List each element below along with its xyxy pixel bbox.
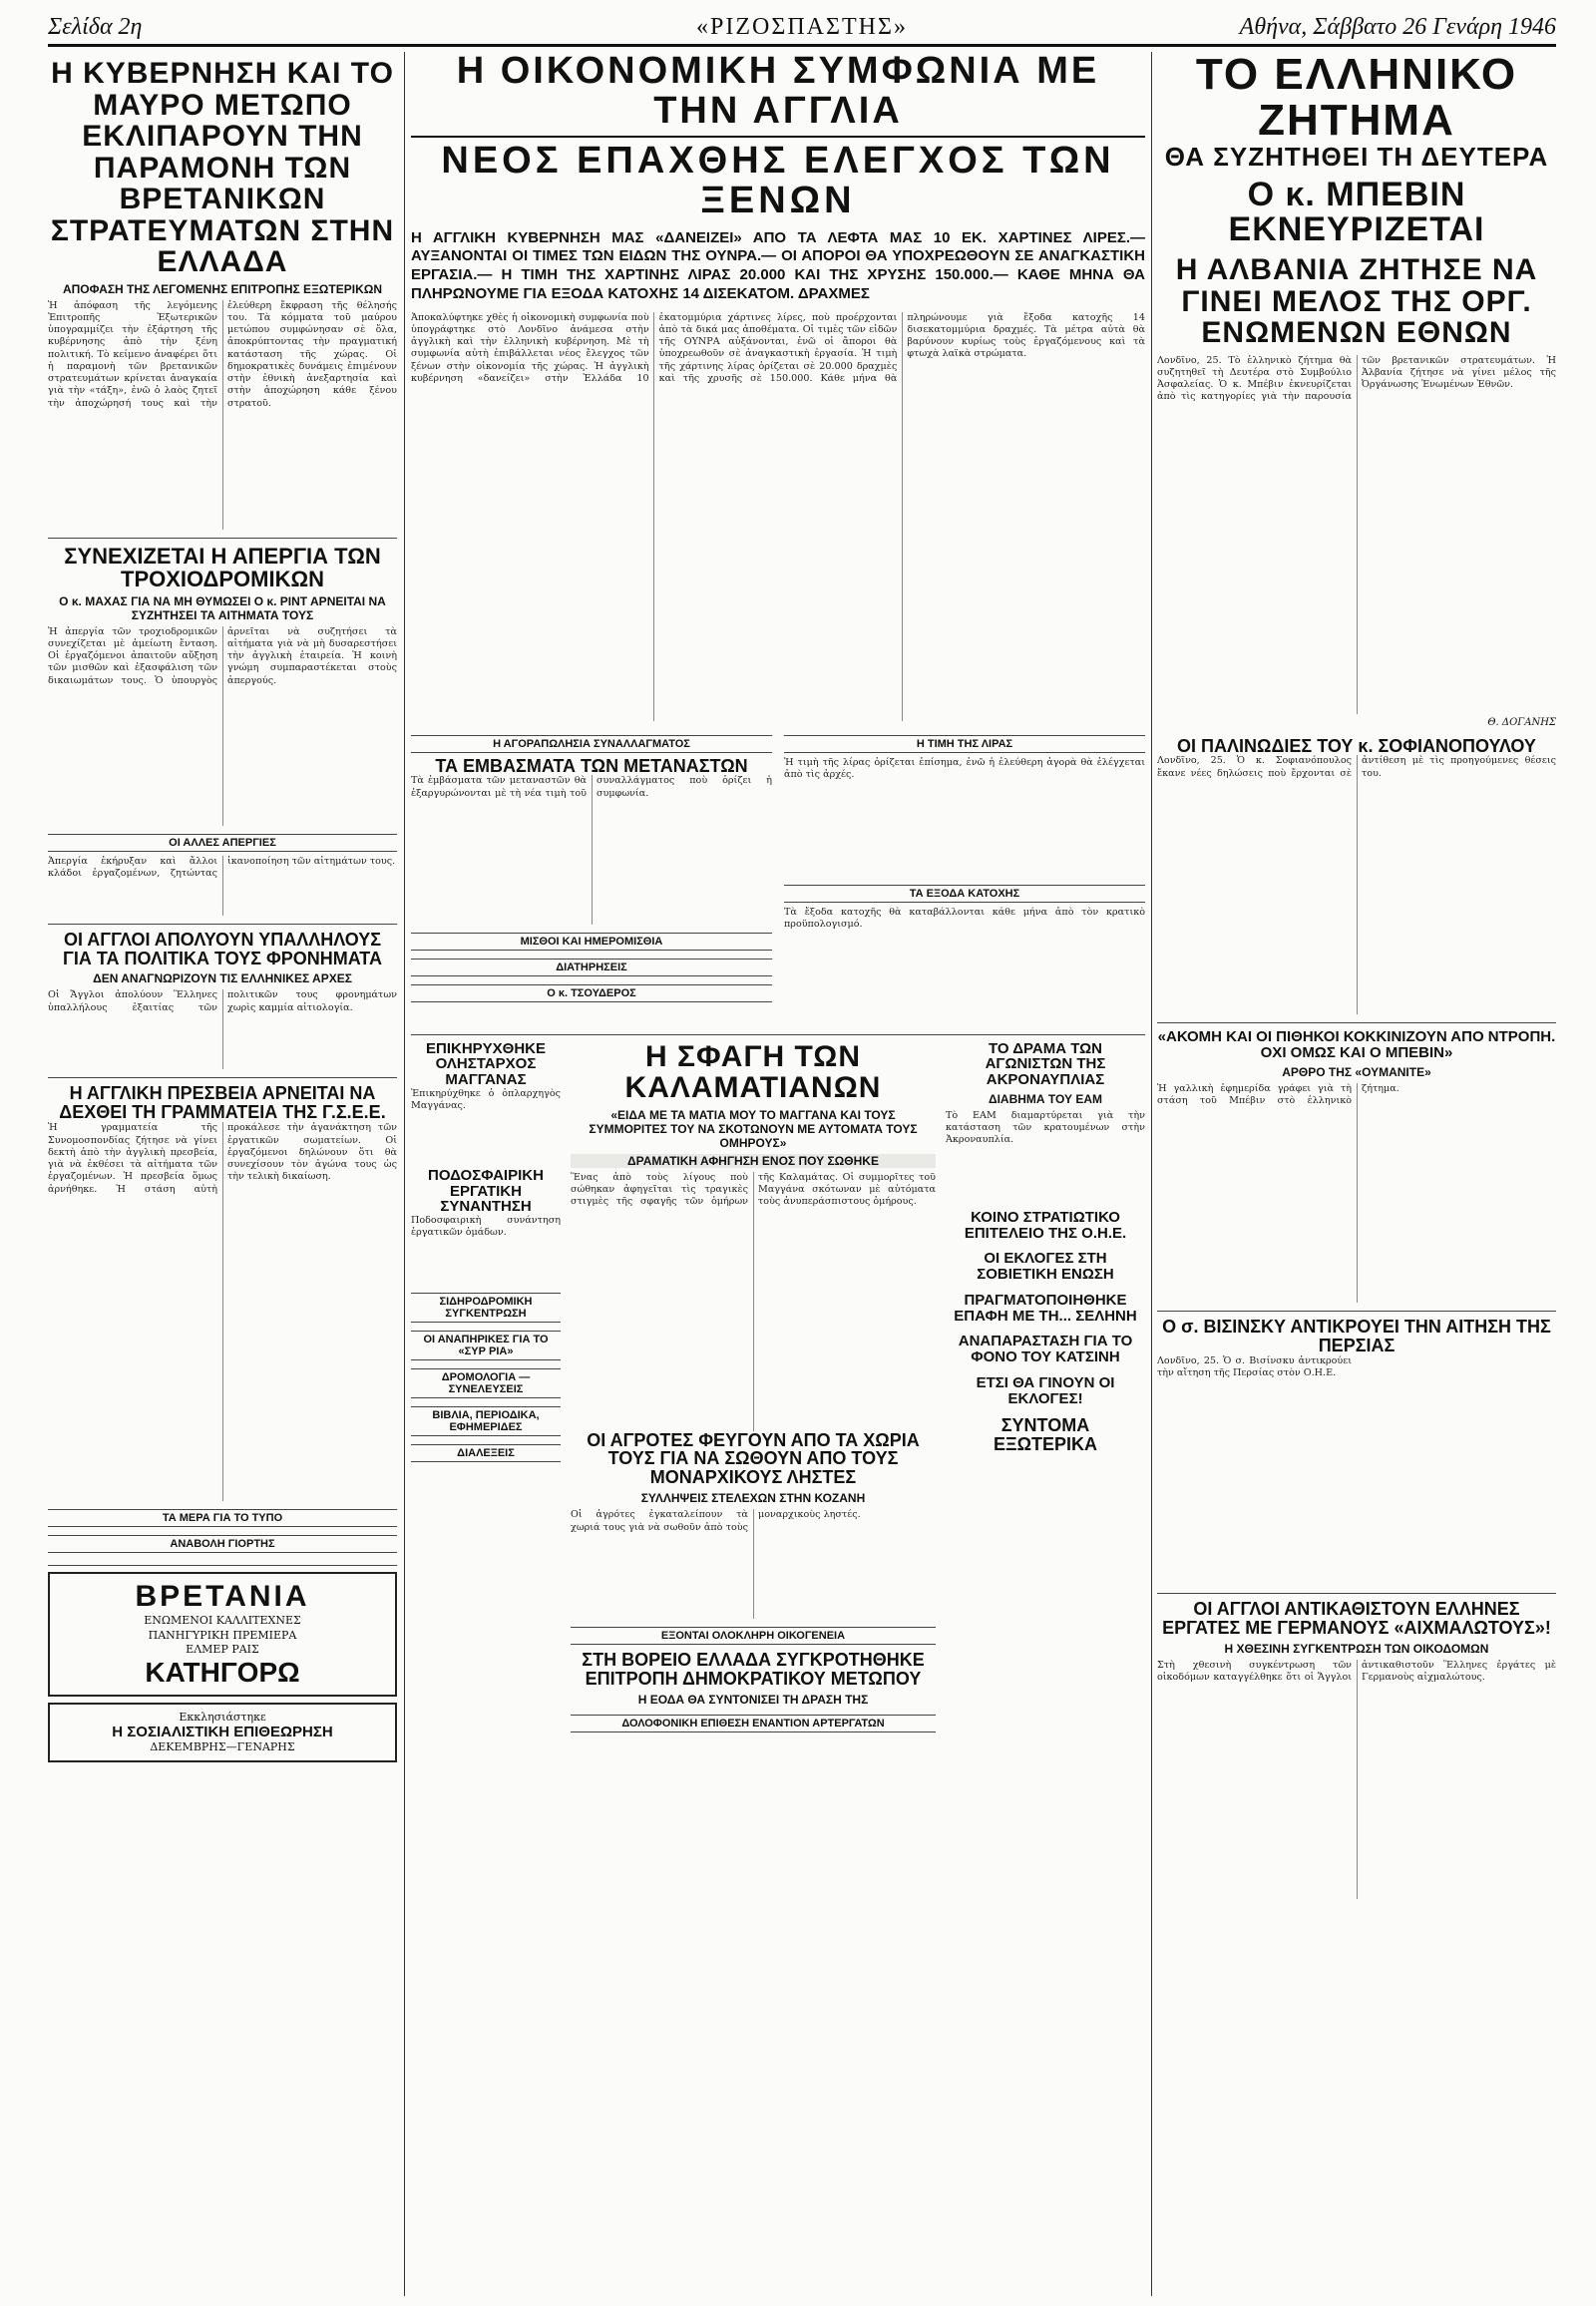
article-body: Ἡ ἀπόφαση τῆς λεγόμενης Ἐπιτροπῆς Ἐξωτερικῶν ὑπογραμμίζει τὴν ἐξάρτηση τῆς κυβέρνησης ἀπὸ τὴν ξένη πολιτική. Τὸ κείμενο ἀναφέρει ὅτι ἡ παραμονὴ τῶν βρετανικῶν στρατευμάτων κρίνεται ἀναγκαία γιὰ τὴν «τάξη», ἐνῶ ὁ λαὸς ζητεῖ τὴν ἀποχώρησή τους καὶ τὴν ἐλεύθερη ἔκφραση τῆς θέλησής του. Τὰ κόμματα τοῦ μαύρου μετώπου συμφώνησαν σὲ ὅλα, ἀποκρύπτοντας τὴν πραγματική κατάσταση τῆς χώρας. Οἱ δημοκρατικὲς δυνάμεις ἐπιμένουν στὴν ἐθνικὴ ἀνεξαρτησία καὶ στὴν ἀποχώρηση κάθε ξένου στρατοῦ. [48, 299, 397, 409]
subheadline: ΑΡΘΡΟ ΤΗΣ «ΟΥΜΑΝΙΤΕ» [1282, 1064, 1431, 1079]
subheadline: Η ΕΟΔΑ ΘΑ ΣΥΝΤΟΝΙΣΕΙ ΤΗ ΔΡΑΣΗ ΤΗΣ [637, 1693, 869, 1708]
article-body: Ἀποκαλύφτηκε χθὲς ἡ οἰκονομικὴ συμφωνία ποὺ ὑπογράφτηκε στὸ Λονδῖνο ἀνάμεσα στὴν ἀγγλικὴ καὶ τὴν ἑλληνικὴ κυβέρνηση. Μὲ τὴ συμφωνία αὐτὴ ἐπιβάλλεται νέος ἔλεγχος τῶν ξένων στὴν οἰκονομία τῆς χώρας. Ἡ ἀγγλικὴ κυβέρνηση «δανείζει» στὴν Ἑλλάδα 10 ἑκατομμύρια χάρτινες λίρες, ποὺ προέρχονται ἀπὸ τὰ δικά μας ἀποθέματα. Οἱ τιμὲς τῶν εἰδῶν τῆς ΟΥΝΡΑ αὐξάνονται, ἐνῶ οἱ ἄποροι θὰ ὑποχρεωθοῦν σὲ ἀναγκαστικὴ ἐργασία. Ἡ τιμὴ τῆς χάρτινης λίρας ὁρίζεται σὲ 20.000 δραχμὲς καὶ τῆς χρυσῆς σὲ 150.000. Κάθε μήνα θὰ πληρώνουμε γιὰ ἔξοδα κατοχῆς 14 δισεκατομμύρια δραχμές. Τὰ μέτρα αὐτὰ θὰ βαρύνουν κυρίως τοὺς ἐργαζόμενους καὶ τὰ φτωχὰ λαϊκὰ στρώματα. [411, 311, 1145, 384]
subsection-heading: ΤΑ ΕΞΟΔΑ ΚΑΤΟΧΗΣ [784, 885, 1145, 903]
newspaper-title: «ΡΙΖΟΣΠΑΣΤΗΣ» [696, 14, 908, 40]
banner-headline-2: ΝΕΟΣ ΕΠΑΧΘΗΣ ΕΛΕΓΧΟΣ ΤΩΝ ΞΕΝΩΝ [441, 139, 1115, 221]
article-body: Τὸ ΕΑΜ διαμαρτύρεται γιὰ τὴν κατάσταση τῶν κρατουμένων στὴν Ἀκροναυπλία. [946, 1109, 1145, 1146]
article-embassy [48, 1078, 397, 1566]
subheadline: ΔΡΑΜΑΤΙΚΗ ΑΦΗΓΗΣΗ ΕΝΟΣ ΠΟΥ ΣΩΘΗΚΕ [571, 1154, 936, 1168]
ad-line: Εκκλησιάστηκε [179, 1711, 266, 1725]
article-body: Ἀπεργία ἐκήρυξαν καὶ ἄλλοι κλάδοι ἐργαζομένων, ζητώντας ἱκανοποίηση τῶν αἰτημάτων τους. [48, 855, 396, 879]
headline: ΤΟ ΔΡΑΜΑ ΤΩΝ ΑΓΩΝΙΣΤΩΝ ΤΗΣ ΑΚΡΟΝΑΥΠΛΙΑΣ [985, 1039, 1106, 1089]
headline: ΣΥΝΕΧΙΖΕΤΑΙ Η ΑΠΕΡΓΙΑ ΤΩΝ ΤΡΟΧΙΟΔΡΟΜΙΚΩΝ [64, 543, 381, 591]
subheadline: Η ΧΘΕΣΙΝΗ ΣΥΓΚΕΝΤΡΩΣΗ ΤΩΝ ΟΙΚΟΔΟΜΩΝ [1224, 1641, 1489, 1656]
headline: ΟΙ ΑΓΓΛΟΙ ΑΠΟΛΥΟΥΝ ΥΠΑΛΛΗΛΟΥΣ ΓΙΑ ΤΑ ΠΟΛΙΤΙΚΑ ΤΟΥΣ ΦΡΟΝΗΜΑΤΑ [63, 929, 382, 968]
headline: Ο σ. ΒΙΣΙΝΣΚΥ ΑΝΤΙΚΡΟΥΕΙ ΤΗΝ ΑΙΤΗΣΗ ΤΗΣ ΠΕΡΣΙΑΣ [1162, 1316, 1551, 1355]
headline: ΤΑ ΕΜΒΑΣΜΑΤΑ ΤΩΝ ΜΕΤΑΝΑΣΤΩΝ [435, 755, 748, 776]
headline: «ΑΚΟΜΗ ΚΑΙ ΟΙ ΠΙΘΗΚΟΙ ΚΟΚΚΙΝΙΖΟΥΝ ΑΠΟ ΝΤΡΟΠΗ. ΟΧΙ ΟΜΩΣ ΚΑΙ Ο ΜΠΕΒΙΝ» [1157, 1028, 1556, 1062]
center-columns [411, 52, 1145, 2296]
article-body: Τὰ ἐμβάσματα τῶν μεταναστῶν θὰ ἐξαργυρώνονται μὲ τὴ νέα τιμὴ τοῦ συναλλάγματος ποὺ ὁρίζει ἡ συμφωνία. [411, 775, 772, 799]
subsection-heading: ΟΙ ΑΛΛΕΣ ΑΠΕΡΓΙΕΣ [48, 834, 397, 852]
banner-headline: Η ΟΙΚΟΝΟΜΙΚΗ ΣΥΜΦΩΝΙΑ ΜΕ ΤΗΝ ΑΓΓΛΙΑ [411, 52, 1145, 138]
subsection-heading: ΔΙΑΤΗΡΗΣΕΙΣ [411, 959, 772, 976]
article-body: Ἐπικηρύχθηκε ὁ ὁπλαρχηγὸς Μαγγάνας. [411, 1087, 561, 1112]
subheadline: ΔΙΑΒΗΜΑ ΤΟΥ ΕΑΜ [988, 1091, 1103, 1106]
subsection-heading: ΣΙΔΗΡΟΔΡΟΜΙΚΗ ΣΥΓΚΕΝΤΡΩΣΗ [411, 1293, 561, 1323]
subsection-heading: ΟΙ ΑΝΑΠΗΡΙΚΕΣ ΓΙΑ ΤΟ «ΣΥΡ ΡΙΑ» [411, 1331, 561, 1360]
article-british-troops [48, 52, 397, 539]
subsection-heading: Η ΤΙΜΗ ΤΗΣ ΛΙΡΑΣ [784, 735, 1145, 753]
article-kalamata [571, 1041, 936, 1736]
cinema-name: ΒΡΕΤΑΝΙΑ [135, 1580, 310, 1614]
article-sofianopoulos [1157, 731, 1556, 1024]
cinema-advertisement [48, 1572, 397, 1697]
subheadline: ΔΕΝ ΑΝΑΓΝΩΡΙΖΟΥΝ ΤΙΣ ΕΛΛΗΝΙΚΕΣ ΑΡΧΕΣ [93, 971, 352, 986]
article-tram-strike [48, 539, 397, 925]
byline: Θ. ΔΟΓΑΝΗΣ [1487, 716, 1556, 728]
page-number: Σελίδα 2η [48, 14, 143, 40]
headline: ΟΙ ΠΑΛΙΝΩΔΙΕΣ ΤΟΥ κ. ΣΟΦΙΑΝΟΠΟΥΛΟΥ [1177, 735, 1536, 756]
article-exchange [411, 727, 772, 1026]
film-title: ΚΑΤΗΓΟΡΩ [145, 1657, 300, 1689]
ad-line: ΕΝΩΜΕΝΟΙ ΚΑΛΛΙΤΕΧΝΕΣ [144, 1614, 301, 1628]
narrow-column [411, 1041, 561, 1736]
article-body: Ἡ γραμματεία τῆς Συνομοσπονδίας ζήτησε νὰ γίνει δεκτὴ ἀπὸ τὴν ἀγγλικὴ πρεσβεία, γιὰ νὰ ἐκθέσει τὰ αἰτήματα τῶν ἐργαζομένων. Ἡ πρεσβεία ὅμως ἀρνήθηκε. Ἡ στάση αὐτὴ προκάλεσε τὴν ἀγανάκτηση τῶν ἐργατικῶν σωματείων. Οἱ ἐργαζόμενοι δηλώνουν ὅτι θὰ συνεχίσουν τὸν ἀγώνα τους ὡς τὴν τελικὴ δικαίωση. [48, 1122, 397, 1195]
narrow-column-right [946, 1041, 1145, 1736]
article-body: Τὰ ἔξοδα κατοχῆς θὰ καταβάλλονται κάθε μήνα ἀπὸ τὸν κρατικὸ προϋπολογισμό. [784, 906, 1145, 930]
ad-line: ΠΑΝΗΓΥΡΙΚΗ ΠΡΕΜΙΕΡΑ [148, 1628, 297, 1642]
headline: ΟΙ ΑΓΓΛΟΙ ΑΝΤΙΚΑΘΙΣΤΟΥΝ ΕΛΛΗΝΕΣ ΕΡΓΑΤΕΣ ΜΕ ΓΕΡΜΑΝΟΥΣ «ΑΙΧΜΑΛΩΤΟΥΣ»! [1162, 1598, 1551, 1638]
column-rule [404, 52, 405, 2296]
masthead [48, 10, 1556, 47]
subheadline: ΣΥΛΛΗΨΕΙΣ ΣΤΕΛΕΧΩΝ ΣΤΗΝ ΚΟΖΑΝΗ [640, 1491, 866, 1506]
headline: ΟΙ ΕΚΛΟΓΕΣ ΣΤΗ ΣΟΒΙΕΤΙΚΗ ΕΝΩΣΗ [977, 1250, 1114, 1284]
subsection-heading: ΔΙΑΛΕΞΕΙΣ [411, 1444, 561, 1462]
article-body: Οἱ Ἄγγλοι ἀπολύουν Ἕλληνες ὑπαλλήλους ἐξαιτίας τῶν πολιτικῶν τους φρονημάτων χωρὶς καμμία αἰτιολογία. [48, 989, 397, 1013]
headline: Ο κ. ΜΠΕΒΙΝ ΕΚΝΕΥΡΙΖΕΤΑΙ [1228, 175, 1485, 249]
lead-summary: Η ΑΓΓΛΙΚΗ ΚΥΒΕΡΝΗΣΗ ΜΑΣ «ΔΑΝΕΙΖΕΙ» ΑΠΟ ΤΑ ΛΕΦΤΑ ΜΑΣ 10 ΕΚ. ΧΑΡΤΙΝΕΣ ΛΙΡΕΣ.— ΑΥΞΑΝΟΝΤΑΙ ΟΙ ΤΙΜΕΣ ΤΩΝ ΕΙΔΩΝ ΤΗΣ ΟΥΝΡΑ.— ΟΙ ΑΠΟΡΟΙ ΘΑ ΥΠΟΧΡΕΩΘΟΥΝ ΣΕ ΑΝΑΓΚΑΣΤΙΚΗ ΕΡΓΑΣΙΑ.— Η ΤΙΜΗ ΤΗΣ ΧΑΡΤΙΝΗΣ ΛΙΡΑΣ 20.000 ΚΑΙ ΤΗΣ ΧΡΥΣΗΣ 150.000.— ΚΑΘΕ ΜΗΝΑ ΘΑ ΠΛΗΡΩΝΟΥΜΕ ΓΙΑ ΕΞΟΔΑ ΚΑΤΟΧΗΣ 14 ΔΙΣΕΚΑΤΟΜ. ΔΡΑΧΜΕΣ [411, 228, 1145, 302]
headline: ΕΤΣΙ ΘΑ ΓΙΝΟΥΝ ΟΙ ΕΚΛΟΓΕΣ! [976, 1373, 1115, 1407]
article-vyshinsky [1157, 1312, 1556, 1594]
right-column [1157, 52, 1556, 2296]
headline: Η ΣΦΑΓΗ ΤΩΝ ΚΑΛΑΜΑΤΙΑΝΩΝ [624, 1039, 882, 1105]
article-body: Ἡ ἀπεργία τῶν τροχιοδρομικῶν συνεχίζεται μὲ ἀμείωτη ἔνταση. Οἱ ἐργαζόμενοι ἀπαιτοῦν αὔξηση τῶν μισθῶν καὶ ἐξασφάλιση τῶν δικαιωμάτων τους. Ὁ ὑπουργὸς ἀρνεῖται νὰ συζητήσει τὰ αἰτήματα γιὰ νὰ μὴ δυσαρεστήσει τὴν ἀγγλικὴ ἑταιρεία. Ἡ κοινὴ γνώμη συμπαραστέκεται στοὺς ἀπεργούς. [48, 625, 397, 686]
article-german-prisoners [1157, 1594, 1556, 1907]
subsection-heading: Ο κ. ΤΣΟΥΔΕΡΟΣ [411, 984, 772, 1002]
headline: ΕΠΙΚΗΡΥΧΘΗΚΕ ΟΛΗΣΤΑΡΧΟΣ ΜΑΓΓΑΝΑΣ [425, 1039, 547, 1089]
headline: Η ΚΥΒΕΡΝΗΣΗ ΚΑΙ ΤΟ ΜΑΥΡΟ ΜΕΤΩΠΟ ΕΚΛΙΠΑΡΟΥΝ ΤΗΝ ΠΑΡΑΜΟΝΗ ΤΩΝ ΒΡΕΤΑΝΙΚΩΝ ΣΤΡΑΤΕΥΜΑΤΩΝ ΣΤΗΝ ΕΛΛΑΔΑ [50, 57, 395, 278]
article-body: Στὴ χθεσινὴ συγκέντρωση τῶν οἰκοδόμων καταγγέλθηκε ὅτι οἱ Ἄγγλοι ἀντικαθιστοῦν Ἕλληνες ἐργάτες μὲ Γερμανοὺς αἰχμαλώτους. [1157, 1659, 1556, 1683]
article-body: Οἱ ἀγρότες ἐγκαταλείπουν τὰ χωριά τους γιὰ νὰ σωθοῦν ἀπὸ τοὺς μοναρχικοὺς ληστές. [571, 1509, 861, 1533]
subheadline: «ΕΙΔΑ ΜΕ ΤΑ ΜΑΤΙΑ ΜΟΥ ΤΟ ΜΑΓΓΑΝΑ ΚΑΙ ΤΟΥΣ ΣΥΜΜΟΡΙΤΕΣ ΤΟΥ ΝΑ ΣΚΟΤΩΝΟΥΝ ΜΕ ΑΥΤΟΜΑΤΑ ΤΟΥΣ ΟΜΗΡΟΥΣ» [589, 1107, 918, 1150]
subsection-heading: ΑΝΑΒΟΛΗ ΓΙΟΡΤΗΣ [48, 1535, 397, 1553]
subheadline: ΑΠΟΦΑΣΗ ΤΗΣ ΛΕΓΟΜΕΝΗΣ ΕΠΙΤΡΟΠΗΣ ΕΞΩΤΕΡΙΚΩΝ [62, 281, 383, 296]
magazine-title: Η ΣΟΣΙΑΛΙΣΤΙΚΗ ΕΠΙΘΕΩΡΗΣΗ [112, 1724, 333, 1741]
lower-row [411, 1034, 1145, 1736]
headline: ΚΟΙΝΟ ΣΤΡΑΤΙΩΤΙΚΟ ΕΠΙΤΕΛΕΙΟ ΤΗΣ Ο.Η.Ε. [964, 1208, 1127, 1242]
headline: ΟΙ ΑΓΡΟΤΕΣ ΦΕΥΓΟΥΝ ΑΠΟ ΤΑ ΧΩΡΙΑ ΤΟΥΣ ΓΙΑ ΝΑ ΣΩΘΟΥΝ ΑΠΟ ΤΟΥΣ ΜΟΝΑΡΧΙΚΟΥΣ ΛΗΣΤΕΣ [587, 1429, 920, 1488]
headline: ΘΑ ΣΥΖΗΤΗΘΕΙ ΤΗ ΔΕΥΤΕΡΑ [1164, 142, 1549, 173]
subheadline: Ο κ. ΜΑΧΑΣ ΓΙΑ ΝΑ ΜΗ ΘΥΜΩΣΕΙ Ο κ. ΡΙΝΤ ΑΡΝΕΙΤΑΙ ΝΑ ΣΥΖΗΤΗΣΕΙ ΤΑ ΑΙΤΗΜΑΤΑ ΤΟΥΣ [59, 593, 386, 622]
mid-row [411, 727, 1145, 1026]
ad-line: ΕΛΜΕΡ ΡΑΙΣ [186, 1642, 259, 1656]
subsection-heading: Η ΑΓΟΡΑΠΩΛΗΣΙΑ ΣΥΝΑΛΛΑΓΜΑΤΟΣ [411, 735, 772, 753]
article-lira [784, 727, 1145, 1026]
article-humanite [1157, 1023, 1556, 1312]
ad-line: ΔΕΚΕΜΒΡΗΣ—ΓΕΝΑΡΗΣ [150, 1740, 295, 1754]
headline: ΠΡΑΓΜΑΤΟΠΟΙΗΘΗΚΕ ΕΠΑΦΗ ΜΕ ΤΗ... ΣΕΛΗΝΗ [954, 1291, 1137, 1325]
headline: ΤΟ ΕΛΛΗΝΙΚΟ ΖΗΤΗΜΑ [1195, 52, 1518, 146]
column-rule [1151, 52, 1152, 2296]
subsection-heading: ΔΟΛΟΦΟΝΙΚΗ ΕΠΙΘΕΣΗ ΕΝΑΝΤΙΟΝ ΑΡΤΕΡΓΑΤΩΝ [571, 1715, 936, 1732]
article-body: Λονδῖνο, 25. Τὸ ἑλληνικὸ ζήτημα θὰ συζητηθεῖ τὴ Δευτέρα στὸ Συμβούλιο Ἀσφαλείας. Ὁ κ. Μπέβιν ἐκνευρίζεται ἀπὸ τὶς κατηγορίες γιὰ τὴν παρουσία τῶν βρετανικῶν στρατευμάτων. Ἡ Ἀλβανία ζήτησε νὰ γίνει μέλος τῆς Ὀργάνωσης Ἑνωμένων Ἐθνῶν. [1157, 354, 1556, 403]
article-body: Λονδῖνο, 25. Ὁ σ. Βισίνσκυ ἀντικρούει τὴν αἴτηση τῆς Περσίας στὸν Ο.Η.Ε. [1157, 1354, 1352, 1378]
subsection-heading: ΒΙΒΛΙΑ, ΠΕΡΙΟΔΙΚΑ, ΕΦΗΜΕΡΙΔΕΣ [411, 1406, 561, 1436]
headline: ΑΝΑΠΑΡΑΣΤΑΣΗ ΓΙΑ ΤΟ ΦΟΝΟ ΤΟΥ ΚΑΤΣΙΝΗ [958, 1333, 1133, 1366]
article-body: Ἡ τιμὴ τῆς λίρας ὁρίζεται ἐπίσημα, ἐνῶ ἡ ἐλεύθερη ἀγορὰ θὰ ἐλέγχεται ἀπὸ τὶς ἀρχές. [784, 756, 1145, 780]
article-body: Ποδοσφαιρικὴ συνάντηση ἐργατικῶν ὁμάδων. [411, 1215, 561, 1239]
article-body: Ἕνας ἀπὸ τοὺς λίγους ποὺ σώθηκαν ἀφηγεῖται τὶς τραγικὲς στιγμὲς τῆς σφαγῆς τῶν ὁμήρων τῆς Καλαμάτας. Οἱ συμμορῖτες τοῦ Μαγγάνα σκότωναν μὲ αὐτόματα τοὺς ἀνυπεράσπιστους ὁμήρους. [571, 1171, 936, 1208]
subsection-heading: ΜΙΣΘΟΙ ΚΑΙ ΗΜΕΡΟΜΙΣΘΙΑ [411, 933, 772, 951]
left-column [48, 52, 397, 2296]
headline: Η ΑΛΒΑΝΙΑ ΖΗΤΗΣΕ ΝΑ ΓΙΝΕΙ ΜΕΛΟΣ ΤΗΣ ΟΡΓ. ΕΝΩΜΕΝΩΝ ΕΘΝΩΝ [1175, 253, 1538, 350]
headline: ΠΟΔΟΣΦΑΙΡΙΚΗ ΕΡΓΑΤΙΚΗ ΣΥΝΑΝΤΗΣΗ [428, 1166, 544, 1216]
headline: Η ΑΓΓΛΙΚΗ ΠΡΕΣΒΕΙΑ ΑΡΝΕΙΤΑΙ ΝΑ ΔΕΧΘΕΙ ΤΗ ΓΡΑΜΜΑΤΕΙΑ ΤΗΣ Γ.Σ.Ε.Ε. [59, 1083, 386, 1123]
section-heading: ΕΞΩΤΕΡΙΚΑ [993, 1434, 1098, 1455]
article-dismissals [48, 925, 397, 1079]
subsection-heading: ΕΞΟΝΤΑΙ ΟΛΟΚΛΗΡΗ ΟΙΚΟΓΕΝΕΙΑ [571, 1627, 936, 1645]
article-body: Λονδῖνο, 25. Ὁ κ. Σοφιανόπουλος ἔκανε νέες δηλώσεις ποὺ ἔρχονται σὲ ἀντίθεση μὲ τὶς προηγούμενες θέσεις του. [1157, 755, 1556, 779]
magazine-advertisement [48, 1703, 397, 1762]
article-body: Ἡ γαλλικὴ ἐφημερίδα γράφει γιὰ τὴ στάση τοῦ Μπέβιν στὸ ἑλληνικὸ ζήτημα. [1157, 1082, 1399, 1107]
headline: ΣΤΗ ΒΟΡΕΙΟ ΕΛΛΑΔΑ ΣΥΓΚΡΟΤΗΘΗΚΕ ΕΠΙΤΡΟΠΗ ΔΗΜΟΚΡΑΤΙΚΟΥ ΜΕΤΩΠΟΥ [582, 1650, 925, 1690]
subsection-heading: ΔΡΟΜΟΛΟΓΙΑ — ΣΥΝΕΛΕΥΣΕΙΣ [411, 1368, 561, 1398]
subsection-heading: ΤΑ ΜΕΡΑ ΓΙΑ ΤΟ ΤΥΠΟ [48, 1509, 397, 1527]
section-heading: ΣΥΝΤΟΜΑ [1000, 1415, 1090, 1436]
issue-date: Αθήνα, Σάββατο 26 Γενάρη 1946 [1239, 14, 1556, 40]
